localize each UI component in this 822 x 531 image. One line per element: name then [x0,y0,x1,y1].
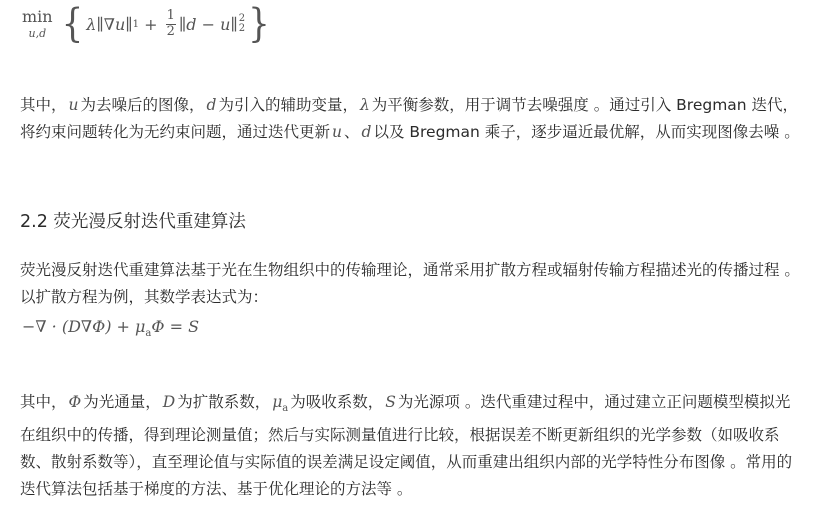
plus-sign: + [139,14,163,34]
var-mu: μ [272,393,283,411]
var-lambda: λ [359,96,370,114]
lambda-symbol: λ [86,14,97,34]
fidelity-term: d − u [186,14,231,34]
norm-close: ∥ [230,14,238,34]
text-span: 为平衡参数，用于调节去噪强度 。通过引入 Bregman 迭代，将约束问题转化为无约束问题，通过迭代更新 [20,96,799,141]
text-span: 为吸收系数， [290,393,384,411]
gradient-term: ∇u [103,14,126,34]
var-mu-a [270,393,290,415]
norm-open: ∥ [96,14,104,34]
text-span: 为扩散系数， [177,393,271,411]
norm-subscript: 2 [238,23,246,34]
var-u: u [68,96,79,114]
norm-scripts [239,14,245,34]
text-span: 为光源项 。迭代重建过程中，通过建立正问题模型模拟光在组织中的传播，得到理论测量值；然后与实际测量值进行比较，根据误差不断更新组织的光学参数（如吸收系数、散射系数等），直至理论值与实际值的误差满足设定阈值，从而重建出组织内部的光学特性分布图像 。常用的迭代算法包括基于梯度的方法、基于优化理论的方法等 。 [20,393,793,499]
paragraph-diffusion-intro: 荧光漫反射迭代重建算法基于光在生物组织中的传输理论，通常采用扩散方程或辐射传输方程描述光的传播过程 。以扩散方程为例，其数学表达式为： [20,261,800,306]
text-span: 为引入的辅助变量， [218,96,358,114]
paragraph-variables-explanation [20,92,805,146]
var-S: S [385,393,396,411]
var-D: D [162,393,176,411]
norm-close: ∥ [125,14,133,34]
min-subscript: u,d [28,27,47,40]
var-d: d [206,96,217,114]
optimization-formula [22,2,273,46]
mu-subscript: a [145,328,152,340]
paragraph-iterative-process [20,389,805,503]
text-span: 为光通量， [83,393,161,411]
fraction-numerator: 1 [166,8,175,24]
right-brace: } [248,1,270,48]
text-span: 以及 Bregman 乘子，逐步逼近最优解，从而实现图像去噪 。 [373,123,800,141]
text-span: 其中， [20,393,67,411]
var-u: u [332,123,342,141]
diffusion-equation [22,317,199,339]
min-operator [22,9,53,39]
var-mu-subscript: a [282,403,289,415]
text-span: 、 [344,123,360,141]
fraction-denominator: 2 [166,23,175,39]
equation-lhs: −∇ · (D∇Φ) + μ [22,317,146,336]
norm-open: ∥ [178,14,187,34]
min-label: min [22,7,53,26]
left-brace: { [61,1,84,48]
var-phi: Φ [68,393,82,411]
fraction-half [166,9,176,39]
equation-rest: Φ = S [151,317,200,336]
section-heading: 2.2 荧光漫反射迭代重建算法 [20,212,246,232]
text-span: 为去噪后的图像， [80,96,205,114]
var-d: d [361,123,372,141]
norm-superscript: 2 [238,13,246,24]
norm-subscript: 1 [132,18,140,30]
text-span: 其中， [20,96,67,114]
